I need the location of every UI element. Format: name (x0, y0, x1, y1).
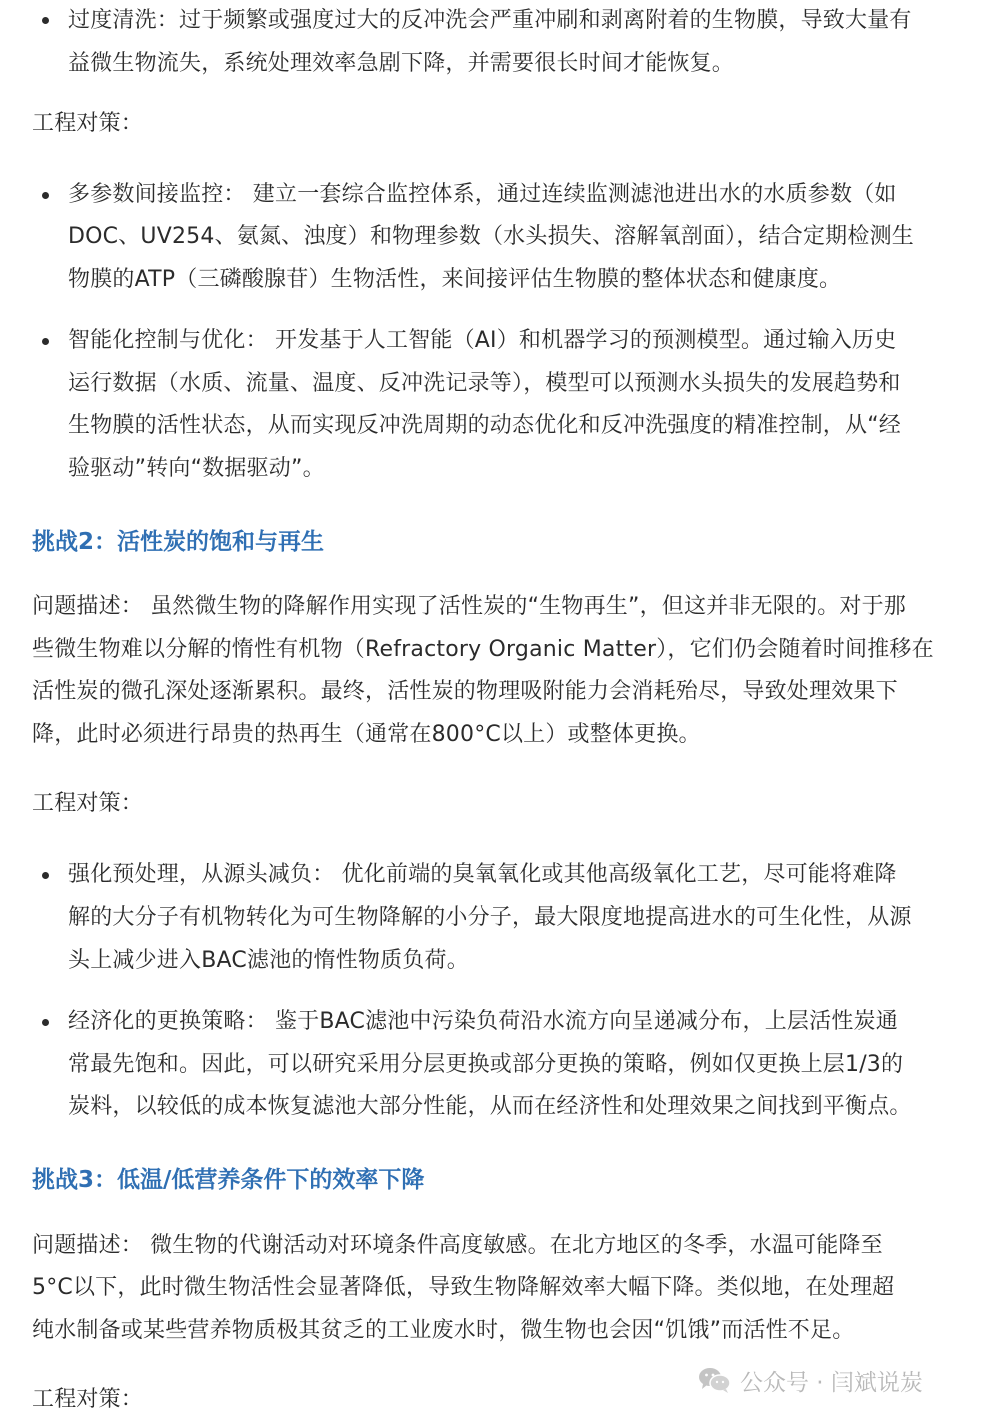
paragraph-line: 5°C以下，此时微生物活性会显著降低，导致生物降解效率大幅下降。类似地，在处理超 (32, 1275, 895, 1300)
bullet-text-line: 智能化控制与优化： 开发基于人工智能（AI）和机器学习的预测模型。通过输入历史 (68, 328, 897, 353)
paragraph-line: 活性炭的微孔深处逐渐累积。最终，活性炭的物理吸附能力会消耗殆尽，导致处理效果下 (32, 679, 898, 704)
bullet-dot (42, 192, 49, 199)
bullet-text-line: 生物膜的活性状态，从而实现反冲洗周期的动态优化和反冲洗强度的精准控制，从“经 (68, 413, 902, 438)
bullet-dot (42, 872, 49, 879)
bullet-text-line: 炭料，以较低的成本恢复滤池大部分性能，从而在经济性和处理效果之间找到平衡点。 (68, 1094, 912, 1119)
paragraph-line: 降，此时必须进行昂贵的热再生（通常在800°C以上）或整体更换。 (32, 722, 701, 747)
paragraph-line: 纯水制备或某些营养物质极其贫乏的工业废水时，微生物也会因“饥饿”而活性不足。 (32, 1318, 855, 1343)
bullet-dot (42, 1019, 49, 1026)
bullet-text-line: 解的大分子有机物转化为可生物降解的小分子，最大限度地提高进水的可生化性，从源 (68, 905, 912, 930)
bullet-text-line: 运行数据（水质、流量、温度、反冲洗记录等），模型可以预测水头损失的发展趋势和 (68, 371, 901, 396)
watermark (698, 1362, 923, 1398)
bullet-text-line: 强化预处理，从源头减负： 优化前端的臭氧氧化或其他高级氧化工艺，尽可能将难降 (68, 862, 897, 887)
section-label: 工程对策： (32, 1387, 144, 1412)
watermark-text: 公众号 · 闫斌说炭 (740, 1369, 923, 1396)
bullet-text-line: 头上减少进入BAC滤池的惰性物质负荷。 (68, 948, 469, 973)
section-label: 工程对策： (32, 111, 144, 136)
paragraph-line: 些微生物难以分解的惰性有机物（Refractory Organic Matter），它们仍会随着时间推移在 (32, 637, 934, 662)
bullet-text-line: 验驱动”转向“数据驱动”。 (68, 456, 325, 481)
bullet-text-line: 多参数间接监控： 建立一套综合监控体系，通过连续监测滤池进出水的水质参数（如 (68, 182, 897, 207)
bullet-text-line: 益微生物流失，系统处理效率急剧下降，并需要很长时间才能恢复。 (68, 51, 735, 76)
bullet-text-line: 经济化的更换策略： 鉴于BAC滤池中污染负荷沿水流方向呈递减分布，上层活性炭通 (68, 1009, 898, 1034)
bullet-text-line: 常最先饱和。因此，可以研究采用分层更换或部分更换的策略，例如仅更换上层1/3的 (68, 1052, 904, 1077)
bullet-text-line: 过度清洗：过于频繁或强度过大的反冲洗会严重冲刷和剥离附着的生物膜，导致大量有 (68, 8, 912, 33)
bullet-text-line: 物膜的ATP（三磷酸腺苷）生物活性，来间接评估生物膜的整体状态和健康度。 (68, 267, 842, 292)
bullet-dot (42, 17, 49, 24)
section-label: 工程对策： (32, 791, 144, 816)
wechat-icon (698, 1366, 732, 1394)
section-heading: 挑战2：活性炭的饱和与再生 (32, 529, 325, 555)
paragraph-line: 问题描述： 虽然微生物的降解作用实现了活性炭的“生物再生”，但这并非无限的。对于那 (32, 594, 906, 619)
bullet-text-line: DOC、UV254、氨氮、浊度）和物理参数（水头损失、溶解氧剖面），结合定期检测生 (68, 224, 914, 249)
section-heading: 挑战3：低温/低营养条件下的效率下降 (32, 1167, 425, 1193)
paragraph-line: 问题描述： 微生物的代谢活动对环境条件高度敏感。在北方地区的冬季，水温可能降至 (32, 1233, 883, 1258)
bullet-dot (42, 338, 49, 345)
